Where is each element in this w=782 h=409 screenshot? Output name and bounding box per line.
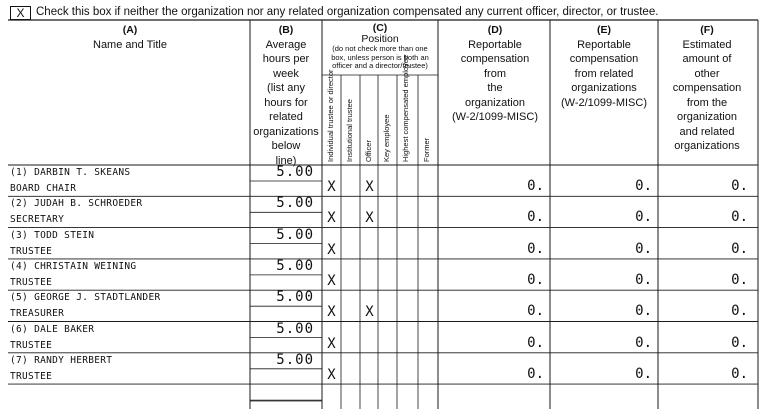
column-b-header-line: line) bbox=[275, 154, 297, 167]
position-checkmark: X bbox=[327, 210, 336, 227]
position-label: Key employee bbox=[382, 114, 391, 162]
related-compensation: 0. bbox=[635, 271, 652, 288]
column-f-header-line: Estimated bbox=[682, 38, 732, 51]
column-f-header-line: compensation bbox=[672, 82, 742, 94]
other-compensation: 0. bbox=[731, 240, 748, 257]
officer-title: TRUSTEE bbox=[10, 276, 53, 288]
position-checkmark: X bbox=[327, 272, 336, 289]
position-label: Individual trustee or director bbox=[326, 69, 335, 162]
officer-name: (4) CHRISTAIN WEINING bbox=[10, 260, 137, 272]
column-a-letter: (A) bbox=[122, 24, 138, 36]
hours-per-week: 5.00 bbox=[276, 164, 314, 180]
column-c-note-line: officer and a director/trustee) bbox=[332, 61, 428, 70]
column-a-header bbox=[10, 23, 250, 52]
column-e-header-line: organizations bbox=[571, 82, 637, 94]
column-f-header bbox=[658, 23, 756, 154]
column-d-header-line: the bbox=[487, 82, 503, 94]
reportable-compensation: 0. bbox=[527, 240, 544, 257]
hours-per-week: 5.00 bbox=[276, 320, 314, 337]
hours-per-week: 5.00 bbox=[276, 351, 314, 368]
column-b-header-line: organizations bbox=[253, 125, 319, 138]
officer-name: (2) JUDAH B. SCHROEDER bbox=[10, 198, 143, 210]
reportable-compensation: 0. bbox=[527, 178, 544, 194]
column-d-header-line: (W-2/1099-MISC) bbox=[452, 111, 538, 123]
officer-name: (1) DARBIN T. SKEANS bbox=[10, 167, 131, 178]
position-checkmark: X bbox=[365, 210, 374, 227]
other-compensation: 0. bbox=[731, 365, 748, 382]
officer-title: TRUSTEE bbox=[10, 245, 53, 257]
column-d-header bbox=[440, 23, 550, 125]
reportable-compensation: 0. bbox=[527, 334, 544, 351]
related-compensation: 0. bbox=[635, 303, 652, 320]
reportable-compensation: 0. bbox=[527, 271, 544, 288]
column-c-header bbox=[322, 22, 438, 71]
column-d-letter: (D) bbox=[487, 24, 503, 36]
position-checkmark: X bbox=[327, 304, 336, 321]
no-compensation-notice-text: Check this box if neither the organization nor any related organization compensated any current officer, director, or trustee. bbox=[36, 6, 659, 18]
column-f-header-line: from the bbox=[686, 96, 728, 109]
column-e-letter: (E) bbox=[597, 24, 611, 36]
position-label: Officer bbox=[364, 140, 373, 162]
column-b-header-line: (list any bbox=[267, 82, 305, 94]
column-f-header-line: organizations bbox=[674, 140, 740, 152]
column-a-title: Name and Title bbox=[93, 38, 167, 51]
hours-per-week: 5.00 bbox=[276, 195, 314, 212]
officer-title: TRUSTEE bbox=[10, 370, 53, 382]
related-compensation: 0. bbox=[635, 334, 652, 351]
other-compensation: 0. bbox=[731, 178, 748, 194]
other-compensation: 0. bbox=[731, 209, 748, 226]
position-checkmark: X bbox=[327, 366, 336, 383]
column-c-title: Position bbox=[361, 33, 399, 45]
column-e-header-line: (W-2/1099-MISC) bbox=[561, 96, 647, 109]
column-b-letter: (B) bbox=[278, 24, 294, 36]
column-c-note-line: box, unless person is both an bbox=[331, 52, 429, 62]
related-compensation: 0. bbox=[635, 240, 652, 257]
column-b-header-line: below bbox=[271, 140, 301, 152]
related-compensation: 0. bbox=[635, 365, 652, 382]
column-f-header-line: organization bbox=[677, 111, 737, 123]
hours-per-week: 5.00 bbox=[276, 257, 314, 274]
related-compensation: 0. bbox=[635, 178, 652, 194]
officer-name: (7) RANDY HERBERT bbox=[10, 354, 113, 366]
position-label: Institutional trustee bbox=[345, 99, 354, 162]
column-b-header-line: Average bbox=[265, 38, 307, 51]
officer-name: (3) TODD STEIN bbox=[10, 229, 95, 241]
reportable-compensation: 0. bbox=[527, 365, 544, 382]
no-compensation-checkbox[interactable]: X bbox=[10, 6, 31, 20]
column-b-header-line: related bbox=[269, 111, 303, 123]
column-d-header-line: from bbox=[484, 67, 506, 80]
reportable-compensation: 0. bbox=[527, 209, 544, 226]
column-e-header-line: Reportable bbox=[577, 38, 631, 51]
position-checkmark: X bbox=[365, 304, 374, 321]
column-b-header-line: hours for bbox=[264, 96, 308, 109]
column-c-letter: (C) bbox=[372, 22, 388, 34]
officer-title: BOARD CHAIR bbox=[10, 183, 77, 194]
column-c-note-line: (do not check more than one bbox=[332, 44, 428, 53]
other-compensation: 0. bbox=[731, 303, 748, 320]
column-e-header-line: from related bbox=[574, 67, 634, 80]
other-compensation: 0. bbox=[731, 271, 748, 288]
hours-per-week: 5.00 bbox=[276, 289, 314, 306]
column-d-header-line: compensation bbox=[460, 53, 530, 65]
column-d-header-line: Reportable bbox=[468, 38, 522, 51]
position-checkmark: X bbox=[327, 179, 336, 195]
column-f-header-line: and related bbox=[679, 125, 735, 138]
officer-title: TRUSTEE bbox=[10, 339, 53, 351]
column-e-header-line: compensation bbox=[569, 53, 639, 65]
officer-title: SECRETARY bbox=[10, 214, 65, 226]
column-b-header-line: week bbox=[273, 67, 299, 80]
officer-name: (5) GEORGE J. STADTLANDER bbox=[10, 292, 161, 304]
position-checkmark: X bbox=[327, 241, 336, 258]
column-f-header-line: amount of bbox=[682, 53, 732, 65]
officer-name: (6) DALE BAKER bbox=[10, 323, 95, 335]
position-label: Former bbox=[422, 137, 431, 162]
column-f-letter: (F) bbox=[700, 24, 714, 36]
column-b-header-line: hours per bbox=[262, 53, 310, 65]
column-f-header-line: other bbox=[694, 67, 720, 80]
column-e-header bbox=[550, 23, 658, 110]
other-compensation: 0. bbox=[731, 334, 748, 351]
position-checkmark: X bbox=[365, 179, 374, 195]
related-compensation: 0. bbox=[635, 209, 652, 226]
hours-per-week: 5.00 bbox=[276, 226, 314, 243]
position-label: Highest compensated employee bbox=[401, 54, 410, 162]
officer-title: TREASURER bbox=[10, 308, 65, 320]
reportable-compensation: 0. bbox=[527, 303, 544, 320]
column-b-header bbox=[251, 23, 321, 168]
position-checkmark: X bbox=[327, 335, 336, 352]
column-d-header-line: organization bbox=[465, 96, 525, 109]
